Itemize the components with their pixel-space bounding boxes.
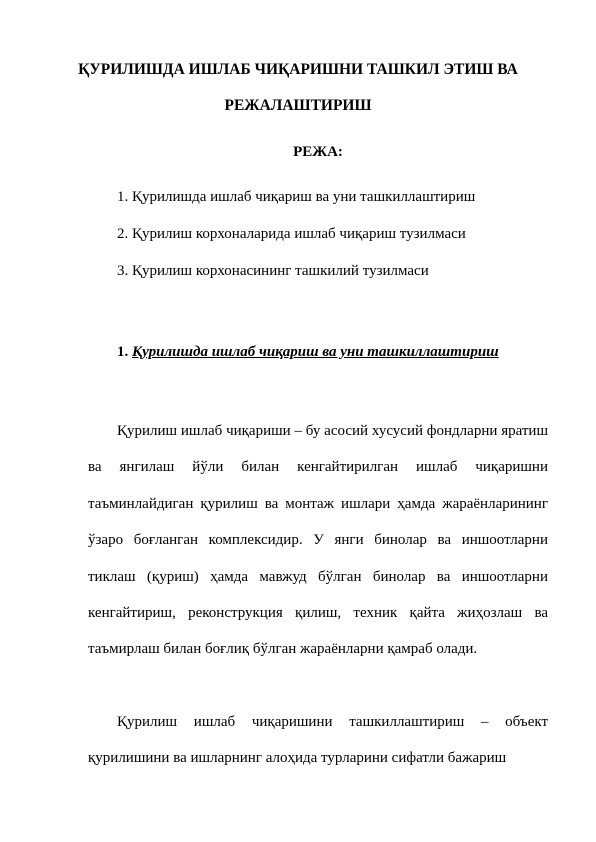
section-title: Қурилишда ишлаб чиқариш ва уни ташкиллаштириш xyxy=(132,344,499,360)
document-title-line-2: РЕЖАЛАШТИРИШ xyxy=(224,97,372,114)
plan-item-3: 3. Қурилиш корхонасининг ташкилий тузилмаси xyxy=(117,263,429,279)
section-number: 1. xyxy=(117,344,129,360)
plan-heading: РЕЖА: xyxy=(293,144,343,160)
plan-item-2: 2. Қурилиш корхоналарида ишлаб чиқариш тузилмаси xyxy=(117,226,466,242)
body-paragraph-1: Қурилиш ишлаб чиқариши – бу асосий хусусий фондларни яратиш ва янгилаш йўли билан кенгайтирилган ишлаб чиқаришни таъминлайдиган қурилиш ва монтаж ишлари ҳамда жараёнларининг ўзаро боғланган комплексидир. У янги бинолар ва иншоотларни тиклаш (қуриш) ҳамда мавжуд бўлган бинолар ва иншоотларни кенгайтириш, реконструкция қилиш, техник қайта жиҳозлаш ва таъмирлаш билан боғлиқ бўлган жараёнларни қамраб олади. xyxy=(88,423,548,658)
document-title-line-1: ҚУРИЛИШДА ИШЛАБ ЧИҚАРИШНИ ТАШКИЛ ЭТИШ ВА xyxy=(78,61,518,78)
body-paragraph-2: Қурилиш ишлаб чиқаришини ташкиллаштириш – объект қурилишини ва ишларнинг алоҳида турларини сифатли бажариш xyxy=(88,714,548,767)
plan-item-1: 1. Қурилишда ишлаб чиқариш ва уни ташкиллаштириш xyxy=(117,189,476,205)
section-heading xyxy=(117,342,499,362)
